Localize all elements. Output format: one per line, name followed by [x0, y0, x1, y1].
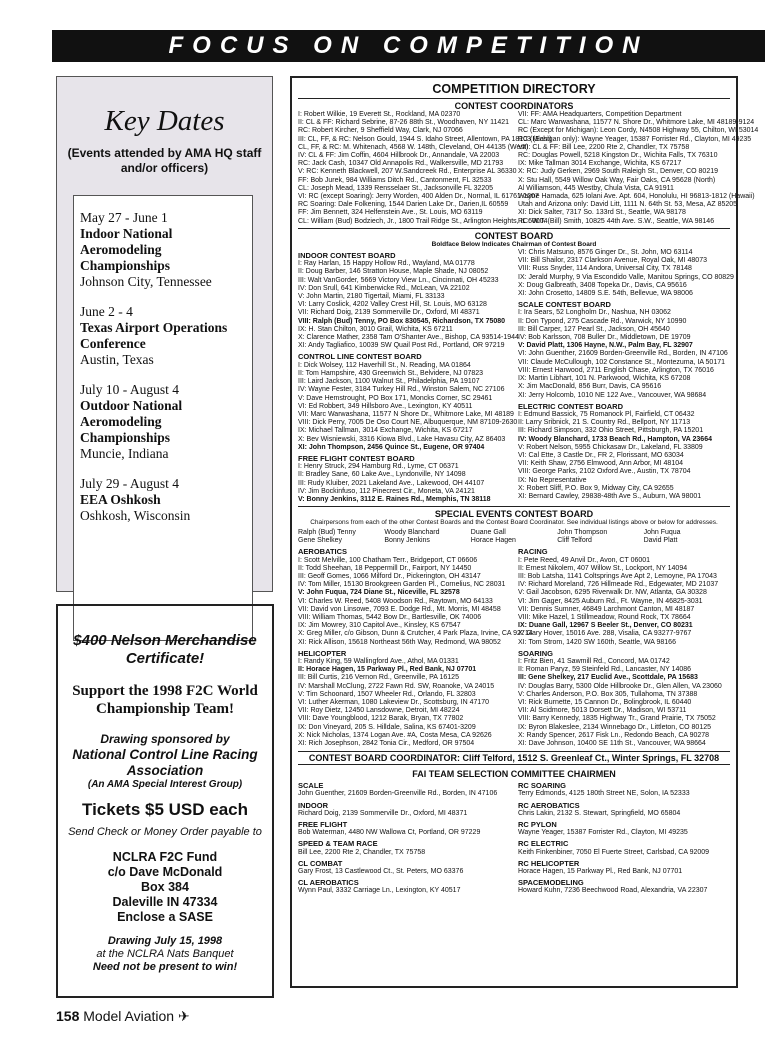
board-entry: III: Geoff Gomes, 1066 Milford Dr., Pickerington, OH 43147: [298, 572, 481, 580]
board-entry: II: Horace Hagen, 15 Parkway Pl., Red Bank, NJ 07701: [298, 666, 477, 674]
board-entry: IV: Wayne Fester, 3184 Turkey Hill Rd., Winston Salem, NC 27106: [298, 386, 505, 394]
boards-right: [518, 249, 734, 504]
coordinators-columns: [298, 111, 759, 226]
fai-category: FREE FLIGHT: [298, 820, 348, 830]
special-name: Horace Hagen: [470, 537, 516, 545]
fund-line: NCLRA F2C Fund: [112, 850, 218, 864]
event-dates: June 2 - 4: [80, 304, 133, 319]
board-entry: IV: Woody Blanchard, 1733 Beach Rd., Hampton, VA 23664: [518, 435, 712, 443]
nelson-certificate-ad: [56, 604, 274, 998]
board-entry: III: Bill Carper, 127 Pearl St., Jackson, OH 45640: [518, 325, 670, 333]
board-entry: VI: Jim Gager, 8425 Auburn Rd., Ft. Wayne, IN 46825-3031: [518, 597, 703, 605]
board-entry: XI: Bernard Cawley, 29838-48th Ave S., Auburn, WA 98001: [518, 492, 702, 500]
coordinator-entry: RC: Jack Cash, 10347 Old Annapolis Rd., Walkersville, MD 21793: [298, 160, 504, 168]
nelson-fund-address: [62, 850, 268, 925]
special-name: Ralph (Bud) Tenny: [298, 529, 356, 537]
event-dates: July 10 - August 4: [80, 382, 180, 397]
board-entry: V: Dave Hemstrought, PO Box 171, Moncks Corner, SC 29461: [298, 394, 493, 402]
contest-board-heading: CONTEST BOARD: [298, 228, 730, 241]
board-name: AEROBATICS: [298, 547, 348, 557]
board-entry: X: Randy Spencer, 2617 Fisk Ln., Redondo Beach, CA 90278: [518, 731, 710, 739]
boards-columns: [298, 249, 734, 504]
special-events-note: Chairpersons from each of the other Contest Boards and the Contest Board Coordinator. See individual listings above or below for addresses.: [310, 519, 718, 527]
coordinator-entry: I: Robert Wilkie, 19 Everett St., Rockland, MA 02370: [298, 111, 461, 118]
key-dates-title: Key Dates: [104, 105, 225, 137]
board-entry: I: Ray Harlan, 15 Happy Hollow Rd., Wayland, MA 01778: [298, 260, 475, 268]
fai-entry: Chris Lakin, 2132 S. Stewart, Springfield, MO 65804: [518, 809, 681, 817]
coordinator-entry: Utah and Arizona only: David Litt, 1111 N. 64th St. 53, Mesa, AZ 85205: [518, 201, 738, 209]
contest-board-coordinator: CONTEST BOARD COORDINATOR: Cliff Telford, 1512 S. Greenleaf Ct., Winter Springs, FL 32708: [298, 751, 730, 765]
board-entry: VIII: Dick Perry, 7005 De Oso Court NE, Albuquerque, NM 87109-2630: [298, 419, 518, 427]
fai-right: [518, 779, 730, 895]
board-entry: IV: Tom Miller, 15130 Brookgreen Garden Pl., Cornelius, NC 28031: [298, 581, 506, 589]
special-name: John Fuqua: [643, 529, 681, 537]
fai-category: RC PYLON: [518, 820, 557, 830]
coordinator-entry: RC: Douglas Powell, 5218 Kingston Dr., Wichita Falls, TX 76310: [518, 152, 718, 160]
board-entry: VII: Keith Shaw, 2756 Elmwood, Ann Arbor, MI 48104: [518, 460, 683, 468]
board-entry: IV: Jim Bockinfuso, 112 Pinecrest Cir., Moneta, VA 24121: [298, 487, 475, 495]
board-entry: IV: Bob Karlsson, 708 Buller Dr., Middletown, DE 19709: [518, 334, 691, 342]
board-entry: I: Randy King, 59 Wallingford Ave., Athol, MA 01331: [298, 657, 459, 665]
fai-entry: Keith Finkenbiner, 7050 El Fuerte Street, Carlsbad, CA 92009: [518, 848, 710, 856]
special-name: Bonny Jenkins: [384, 537, 430, 545]
board-entry: VI: Ed Robbert, 349 Hillsboro Ave., Lexington, KY 40511: [298, 402, 473, 410]
board-entry: III: Rudy Kluiber, 2021 Lakeland Ave., Lakewood, OH 44107: [298, 479, 485, 487]
coordinator-entry: RC (Michigan only): Wayne Yeager, 15387 Forrister Rd., Clayton, MI 49235: [518, 135, 752, 143]
fai-entry: Howard Kuhn, 7236 Beechwood Road, Alexandria, VA 22307: [518, 887, 708, 895]
event-place: Muncie, Indiana: [80, 446, 169, 461]
coordinator-entry: II: CL & FF: Richard Sebrine, 87-26 88th St., Woodhaven, NY 11421: [298, 119, 510, 127]
page-number: 158: [56, 1008, 80, 1024]
board-entry: VI: Larry Coslick, 4202 Valley Crest Hill, St. Louis, MO 63128: [298, 301, 487, 309]
fai-category: SPACEMODELING: [518, 878, 584, 888]
nelson-draw-at: at the NCLRA Nats Banquet: [96, 948, 234, 960]
coordinator-entry: XI: Dick Salter, 7317 So. 133rd St., Seattle, WA 98178: [518, 209, 686, 217]
board-entry: X: Robert Sliff, P.O. Box 9, Midway City, CA 92655: [518, 484, 674, 492]
nelson-drawing-info: [62, 935, 268, 974]
coordinator-entry: CL: Marc Warwashana, 11577 N. Shore Dr., Whitmore Lake, MI 48189-9124: [518, 119, 755, 127]
board-entry: X: Gary Hover, 15016 Ave. 288, Visalia, CA 93277-9767: [518, 630, 692, 638]
board-entry: V: Gail Jacobson, 6295 Riverwalk Dr. NW, Atlanta, GA 30328: [518, 589, 707, 597]
board-entry: VI: Chris Matsuno, 8576 Ginger Dr., St. John, MO 63114: [518, 249, 693, 257]
key-date-event: [80, 476, 246, 524]
board-entry: V: Robert Nelson, 5955 Chickasaw Dr., Lakeland, FL 33809: [518, 443, 703, 451]
board-entry: VI: Cal Ette, 3 Castle Dr., FR 2, Florissant, MO 63034: [518, 451, 684, 459]
special-events-names: [298, 529, 730, 545]
board-entry: XI: Dave Johnson, 10400 SE 11th St., Vancouver, WA 98664: [518, 740, 706, 748]
board-entry: II: Don Typond, 275 Cascade Rd., Warwick, NY 10990: [518, 317, 687, 325]
board-entry: V: Bonny Jenkins, 3112 E. Raines Rd., Memphis, TN 38118: [298, 495, 491, 503]
nelson-need: Need not be present to win!: [92, 961, 238, 973]
coordinator-entry: RC Soaring: Dale Folkening, 1544 Darien Lake Dr., Darien,IL 60559: [298, 201, 509, 209]
board-name: FREE FLIGHT CONTEST BOARD: [298, 453, 415, 463]
board-name: RACING: [518, 547, 548, 557]
board-entry: V: Charles Anderson, P.O. Box 305, Tullahoma, TN 37388: [518, 690, 698, 698]
special-name: John Thompson: [557, 529, 608, 537]
board-entry: XI: Jerry Holcomb, 1010 NE 122 Ave., Vancouver, WA 98684: [518, 391, 707, 399]
directory-title: COMPETITION DIRECTORY: [432, 82, 596, 96]
board-entry: III: Bob Latsha, 1141 Coltsprings Ave Apt 2, Lemoyne, PA 17043: [518, 572, 717, 580]
fai-entry: Horace Hagen, 15 Parkway Pl., Red Bank, NJ 07701: [518, 868, 683, 876]
fai-left: [298, 779, 510, 895]
contest-board-note: Boldface Below Indicates Chairman of Contest Board: [431, 240, 597, 248]
nelson-association: National Control Line Racing Association: [72, 747, 258, 778]
event-place: Johnson City, Tennessee: [80, 274, 212, 289]
fund-line: Enclose a SASE: [117, 910, 213, 924]
board-entry: IV: Don Srull, 641 Kimberwicke Rd., McLean, VA 22102: [298, 284, 470, 292]
board-entry: I: Ira Sears, 52 Longholm Dr., Nashua, NH 03062: [518, 309, 671, 317]
board-entry: VIII: Ernest Harwood, 2711 English Chase, Arlington, TX 76016: [518, 366, 714, 374]
board-name: SCALE CONTEST BOARD: [518, 300, 611, 310]
page-footer: [56, 1008, 190, 1025]
board-entry: IX: Don Vineyard, 205 S. Hilldale, Salina, KS 67401-3209: [298, 723, 476, 731]
fai-columns: [298, 779, 730, 895]
event-place: Oshkosh, Wisconsin: [80, 508, 191, 523]
board-entry: VIII: Mike Hazel, 1 Stillmeadow, Round Rock, TX 78664: [518, 613, 691, 621]
board-entry: IV: Douglas Barry, 5300 Olde Hillbrooke Dr., Glen Allen, VA 23060: [518, 682, 722, 690]
key-dates-subtitle: (Events attended by AMA HQ staff and/or officers): [67, 146, 262, 175]
board-entry: VI: John Guenther, 21609 Borden-Greenville Rd., Borden, IN 47106: [518, 350, 728, 358]
board-entry: III: Walt VanGorder, 5669 Victory View Ln., Cincinnati, OH 45233: [298, 276, 499, 284]
coordinator-entry: FF: Jim Bennett, 324 Helfenstein Ave., St. Louis, MO 63119: [298, 209, 483, 217]
nelson-draw-date: Drawing July 15, 1998: [107, 935, 223, 947]
board-entry: VIII: William Thomas, 5442 Bow Dr., Bartlesville, OK 74006: [298, 613, 482, 621]
board-entry: VII: Claude McCullough, 102 Constance St., Montezuma, IA 50171: [518, 358, 726, 366]
fai-entry: Wayne Yeager, 15387 Forrister Rd., Clayton, MI 49235: [518, 829, 688, 837]
event-place: Austin, Texas: [80, 352, 154, 367]
coordinator-entry: RC: W.T. (Bill) Smith, 10825 44th Ave. S.W., Seattle, WA 98146: [518, 217, 715, 225]
board-entry: VIII: George Parks, 2102 Oxford Ave., Austin, TX 78704: [518, 468, 691, 476]
event-name: Indoor National Aeromodeling Championships: [80, 226, 173, 273]
board-entry: II: Tom Hampshire, 430 Greenwich St., Belvidere, NJ 07823: [298, 369, 484, 377]
board-entry: IX: H. Stan Chilton, 3010 Grail, Wichita, KS 67211: [298, 325, 453, 333]
board-entry: III: Gene Shelkey, 217 Euclid Ave., Scottdale, PA 15683: [518, 674, 698, 682]
special-name: Duane Gall: [470, 529, 506, 537]
nelson-drawing-label: Drawing sponsored by: [100, 732, 230, 746]
event-dates: May 27 - June 1: [80, 210, 168, 225]
fai-entry: Wynn Paul, 3332 Carriage Ln., Lexington, KY 40517: [298, 887, 461, 895]
fund-line: Box 384: [141, 880, 189, 894]
event-name: Outdoor National Aeromodeling Championships: [80, 398, 183, 445]
board-entry: I: Scott Melville, 100 Chatham Terr., Bridgeport, CT 06606: [298, 556, 478, 564]
nelson-send: Send Check or Money Order payable to: [68, 826, 262, 838]
coordinator-entry: CL, FF, & RC: M. Whitenach, 4568 W. 148th, Cleveland, OH 44135 (West): [298, 143, 529, 151]
board-entry: V: David Platt, 1306 Hayne, N.W., Palm Bay, FL 32907: [518, 342, 693, 350]
airplane-icon: ✈: [177, 1008, 190, 1024]
fai-category: RC ELECTRIC: [518, 839, 569, 849]
nelson-support: Support the 1998 F2C World Championship Team!: [72, 683, 258, 717]
fai-entry: Terry Edmonds, 4125 180th Street NE, Solon, IA 52333: [518, 790, 690, 798]
event-name: Texas Airport Operations Conference: [80, 320, 228, 351]
board-entry: I: Henry Struck, 294 Hamburg Rd., Lyme, CT 06371: [298, 463, 459, 471]
fai-category: RC HELICOPTER: [518, 858, 580, 868]
board-entry: X: Greg Miller, c/o Gibson, Dunn & Crutcher, 4 Park Plaza, Irvine, CA 92714: [298, 630, 533, 638]
board-entry: VI: Rick Burnette, 15 Cannon Dr., Bolingbrook, IL 60440: [518, 699, 692, 706]
fund-line: c/o Dave McDonald: [107, 865, 223, 879]
coordinators-heading: CONTEST COORDINATORS: [298, 98, 730, 111]
special-name: Woody Blanchard: [384, 529, 440, 537]
board-entry: IX: Duane Gall, 12967 S Beeler St., Denver, CO 80231: [518, 622, 693, 630]
coordinator-entry: FF: Bob Jurek, 984 Williams Ditch Rd., Cantonment, FL 32533: [298, 176, 492, 184]
coordinator-entry: RC: Robert Kircher, 9 Sheffield Way, Clark, NJ 07066: [298, 127, 463, 135]
board-entry: VII: Bill Shailor, 2317 Clarkson Avenue, Royal Oak, MI 48073: [518, 257, 707, 265]
board-entry: VII: Marc Warwashana, 11577 N Shore Dr., Whitmore Lake, MI 48189: [298, 410, 514, 418]
coordinator-entry: V: RC: Kenneth Blackwell, 207 W.Sandcreek Rd., Enterprise AL 36330: [298, 168, 517, 176]
board-entry: IX: No Representative: [518, 476, 587, 484]
board-entry: VII: Richard Doig, 2139 Sommerville Dr., Oxford, MI 48371: [298, 309, 480, 317]
board-entry: II: Ernest Nikolem, 407 Willow St., Lockport, NY 14094: [518, 564, 688, 572]
board-entry: VII: Roy Dietz, 12450 Lansdowne, Detroit, MI 48224: [298, 707, 460, 715]
coordinator-entry: VII: FF: AMA Headquarters, Competition Department: [518, 111, 682, 118]
board-entry: VI: Luther Akerman, 1080 Lakeview Dr., Scottsburg, IN 47170: [298, 699, 490, 706]
nelson-sig: (An AMA Special Interest Group): [87, 779, 243, 790]
key-date-event: [80, 382, 246, 462]
special-name: Gene Shelkey: [298, 537, 342, 545]
board-name: SOARING: [518, 648, 554, 658]
key-date-event: [80, 304, 246, 368]
fai-entry: John Guenther, 21609 Borden-Greenville Rd., Borden, IN 47106: [298, 790, 498, 798]
board-entry: IX: Jerald Murphy, 9 Via Escondido Valle, Manitou Springs, CO 80829: [518, 273, 734, 281]
board-entry: I: Dick Wolsey, 112 Haverhill St., N. Reading, MA 01864: [298, 361, 471, 369]
board-entry: IV: Marshall McClung, 2722 Fawn Rd. SW, Roanoke, VA 24015: [298, 682, 495, 690]
event-dates: July 29 - August 4: [80, 476, 180, 491]
fai-category: RC AEROBATICS: [518, 800, 580, 810]
key-dates-box: [56, 76, 273, 592]
fai-category: SPEED & TEAM RACE: [298, 839, 378, 849]
event-name: EEA Oshkosh: [80, 492, 161, 507]
board-entry: VII: Dennis Sumner, 46849 Larchmont Canton, MI 48187: [518, 605, 695, 613]
fai-category: CL AEROBATICS: [298, 878, 359, 888]
board-entry: IX: Michael Tallman, 3014 Exchange, Wichita, KS 67217: [298, 427, 473, 435]
board-entry: III: Richard Simpson, 332 Ohio Street, Pittsburgh, PA 15201: [518, 427, 704, 435]
board-entry: I: Edmund Bassick, 75 Romanock Pl, Fairfield, CT 06432: [518, 410, 695, 418]
board-entry: IX: Jim Mowrey, 310 Capitol Ave., Kinsley, KS 67547: [298, 622, 461, 630]
board-entry: X: Nick Nicholas, 1374 Logan Ave. #A, Costa Mesa, CA 92626: [298, 731, 492, 739]
board-entry: IX: Byron Blakeslee, 2134 Winnebago Dr., Littleton, CO 80125: [518, 723, 712, 731]
special-name: David Platt: [643, 537, 678, 545]
board-entry: X: Bev Wisniewski, 3316 Kiowa Blvd., Lake Havasu City, AZ 86403: [298, 435, 506, 443]
board-entry: X: Clarence Mather, 2358 Tam O'Shanter Ave., Bishop, CA 93514-1944: [298, 334, 519, 342]
board-entry: VI: Charles W. Reed, 5408 Woodson Rd., Raytown, MO 64133: [298, 597, 493, 605]
coordinator-entry: CL: Joseph Mead, 1339 Rensselaer St., Jacksonville FL 32205: [298, 184, 494, 192]
board-entry: VII: Al Scidmore, 5013 Dorsett Dr., Madison, WI 53711: [518, 707, 687, 715]
coordinator-entry: VI: RC (except Soaring): Jerry Worden, 400 Alden Dr., Normal, IL 61761-1207: [298, 193, 539, 201]
fai-entry: Bill Lee, 2200 Rte 2, Chandler, TX 75758: [298, 848, 426, 856]
board-entry: II: Larry Sribnick, 21 S. Country Rd., Bellport, NY 11713: [518, 419, 691, 427]
coordinator-entry: X: Stu Hall, 5549 Willow Oak Way, Fair Oaks, CA 95628 (North): [518, 176, 716, 184]
board-entry: XI: John Crosetto, 14809 S.E. 54th, Bellevue, WA 98006: [518, 290, 693, 298]
board-entry: VIII: Dave Youngblood, 1212 Barak, Bryan, TX 77802: [298, 715, 464, 723]
board-entry: IX: Martin Libhart, 101 N. Parkwood, Wichita, KS 67208: [518, 375, 691, 383]
board-entry: II: Roman Paryz, 59 Steinfeld Rd., Lancaster, NY 14086: [518, 666, 692, 674]
board-name: INDOOR CONTEST BOARD: [298, 251, 396, 261]
key-dates-list: [73, 195, 253, 641]
board-entry: III: Bill Curtis, 216 Vernon Rd., Greenville, PA 16125: [298, 674, 459, 682]
board-entry: I: Pete Reed, 49 Anvil Dr., Avon, CT 06001: [518, 556, 651, 564]
boards2-columns: [298, 545, 730, 748]
coordinator-entry: X: RC: Judy Gerken, 2969 South Raleigh St., Denver, CO 80219: [518, 168, 718, 176]
special-events-heading: SPECIAL EVENTS CONTEST BOARD: [298, 506, 730, 519]
board-entry: V: Tim Schoonard, 1507 Wheeler Rd., Orlando, FL 32803: [298, 690, 476, 698]
board-entry: XI: Andy Tagliafico, 10039 SW Quail Post Rd., Portland, OR 97219: [298, 342, 505, 350]
board-entry: X: Doug Galbreath, 3408 Topeka Dr., Davis, CA 95616: [518, 281, 687, 289]
board-entry: VII: David von Linsowe, 7093 E. Dodge Rd., Mt. Morris, MI 48458: [298, 605, 501, 613]
board-entry: XI: Rich Josephson, 2842 Tonia Cir., Medford, OR 97504: [298, 740, 475, 748]
coordinator-entry: Al Williamson, 445 Westby, Chula Vista, CA 91911: [518, 184, 674, 192]
section-banner: FOCUS ON COMPETITION: [52, 30, 765, 62]
board-entry: V: John Martin, 2180 Tigertail, Miami, FL 33133: [298, 293, 445, 301]
fai-category: RC SOARING: [518, 781, 566, 791]
board-entry: VIII: Russ Snyder, 114 Andora, Universal City, TX 78148: [518, 265, 692, 273]
fund-line: Daleville IN 47334: [112, 895, 218, 909]
fai-entry: Gary Frost, 13 Castlewood Ct., St. Peters, MO 63376: [298, 868, 464, 876]
fai-category: INDOOR: [298, 800, 328, 810]
board-entry: II: Bradley Sane, 60 Lake Ave., Lyndonville, NY 14098: [298, 471, 466, 479]
coordinator-entry: IV: CL & FF: Jim Coffin, 4604 Hillbrook Dr., Annandale, VA 22003: [298, 152, 500, 160]
nelson-tickets: Tickets $5 USD each: [82, 800, 248, 819]
board-entry: V: John Fuqua, 724 Diane St., Niceville, FL 32578: [298, 589, 460, 597]
board-name: HELICOPTER: [298, 648, 347, 658]
fai-heading: FAI TEAM SELECTION COMMITTEE CHAIRMEN: [412, 769, 616, 780]
key-date-event: [80, 210, 246, 290]
board-entry: II: Todd Sheehan, 18 Peppermill Dr., Fairport, NY 14450: [298, 564, 472, 572]
coordinator-entry: RC (Except for Michigan): Leon Cordy, N4508 Highway 55, Chilton, WI 53014: [518, 127, 759, 135]
coordinators-right: [518, 111, 759, 226]
board-entry: XI: John Thompson, 2456 Quince St., Eugene, OR 97404: [298, 443, 485, 451]
coordinator-entry: VIII: CL & FF: Bill Lee, 2200 Rte 2, Chandler, TX 75758: [518, 143, 690, 151]
coordinator-entry: IX: Mike Tallman 3014 Exchange, Wichita, KS 67217: [518, 160, 682, 168]
board-entry: X: Jim MacDonald, 856 Burr, Davis, CA 95616: [518, 383, 662, 391]
board-name: CONTROL LINE CONTEST BOARD: [298, 352, 422, 362]
competition-directory: [290, 76, 759, 988]
board-entry: I: Fritz Bien, 41 Sawmill Rd., Concord, MA 01742: [518, 657, 670, 665]
special-name: Cliff Telford: [557, 537, 592, 545]
boards-left: [298, 249, 519, 504]
coordinator-entry: Wayne Hamada, 625 Iolani Ave. Apt. 604, Honolulu, HI 96813-1812 (Hawaii): [518, 193, 755, 201]
fai-entry: Bob Waterman, 4480 NW Wallowa Ct, Portland, OR 97229: [298, 829, 481, 837]
board-entry: II: Doug Barber, 146 Stratton House, Maple Shade, NJ 08052: [298, 268, 489, 276]
board-entry: III: Laird Jackson, 1100 Walnut St., Philadelphia, PA 19107: [298, 378, 480, 386]
fai-category: SCALE: [298, 781, 324, 791]
board-name: ELECTRIC CONTEST BOARD: [518, 401, 623, 411]
coordinator-entry: III: CL, FF, & RC: Nelson Gould, 1944 S. Idaho Street, Allentown, PA 18103 (East): [298, 135, 552, 143]
coordinators-left: [298, 111, 552, 226]
board-entry: VIII: Ralph (Bud) Tenny, PO Box 830545, Richardson, TX 75080: [298, 317, 506, 325]
boards2-right: [518, 545, 730, 748]
board-entry: IV: Richard Moreland, 726 Hillmeade Rd., Edgewater, MD 21037: [518, 581, 719, 589]
fai-entry: Richard Doig, 2139 Sommerville Dr., Oxford, MI 48371: [298, 809, 468, 817]
nelson-title: $400 Nelson Merchandise Certificate!: [73, 632, 257, 667]
board-entry: VIII: Barry Kennedy, 1835 Highway Tr., Grand Prairie, TX 75052: [518, 715, 716, 723]
publication-name: Model Aviation: [83, 1008, 175, 1024]
board-entry: XI: Tom Strom, 1420 SW 160th, Seattle, WA 98166: [518, 638, 676, 646]
coordinator-entry: CL: William (Bud) Bodziech, Jr., 1800 Trail Ridge St., Arlington Heights, IL 60004: [298, 217, 548, 225]
fai-category: CL COMBAT: [298, 858, 343, 868]
board-entry: XI: Rick Allison, 15618 Northeast 56th Way, Redmond, WA 98052: [298, 638, 501, 646]
